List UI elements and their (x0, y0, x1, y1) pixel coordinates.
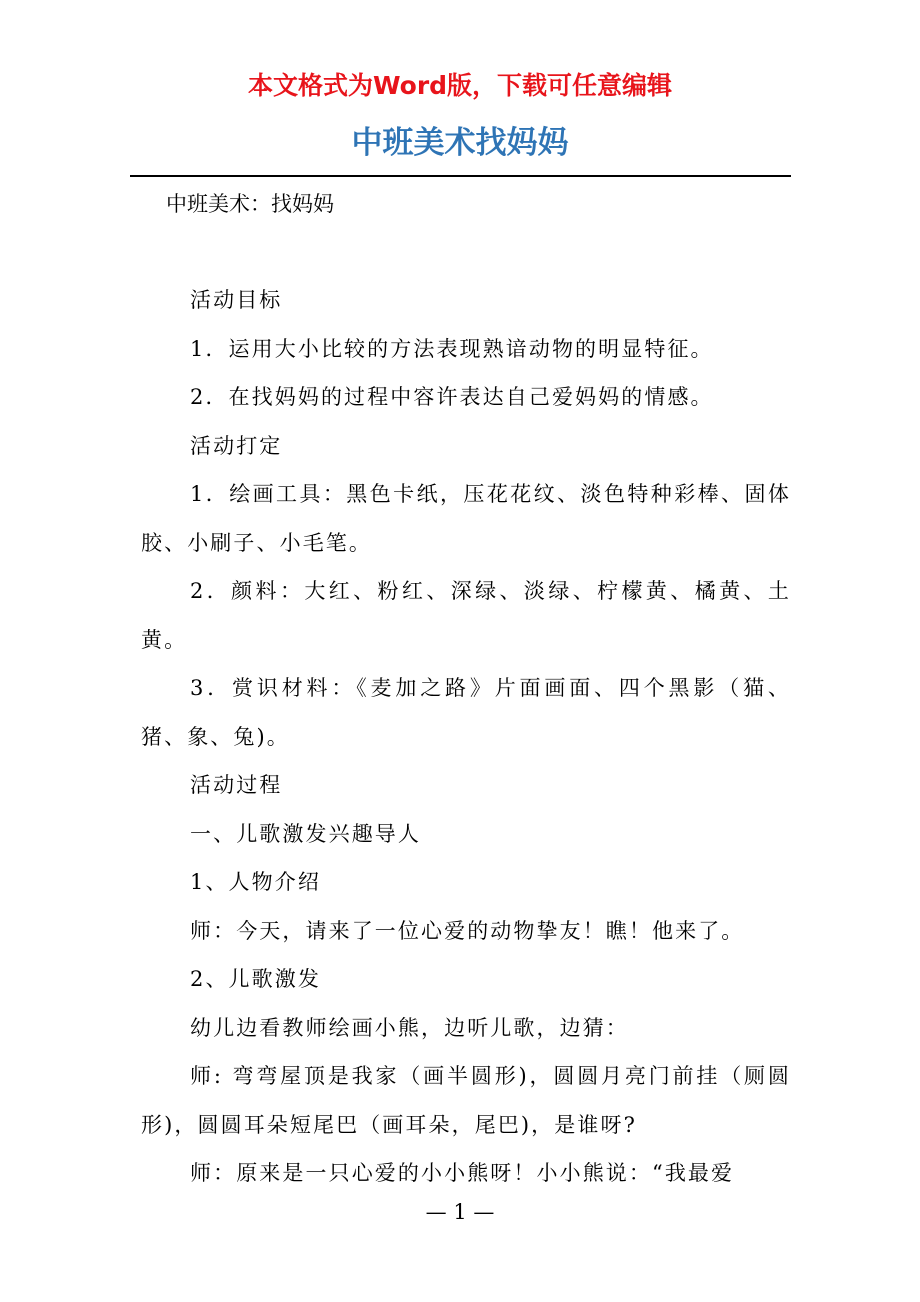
section-heading-process: 活动过程 (190, 773, 283, 797)
title-divider (130, 175, 791, 177)
section-heading-objectives: 活动目标 (190, 288, 283, 312)
paragraph: 1、人物介绍 (190, 870, 321, 894)
paragraph: 2．在找妈妈的过程中容许表达自己爱妈妈的情感。 (190, 385, 714, 409)
document-title: 中班美术找妈妈 (351, 125, 569, 161)
paragraph: 一、儿歌激发兴趣导人 (190, 821, 421, 846)
paragraph: 3．赏识材料：《麦加之路》片面画面、四个黑影（猫、猪、象、兔)。 (141, 676, 791, 749)
paragraph: 师: 弯弯屋顶是我家（画半圆形)，圆圆月亮门前挂（厕圆形)，圆圆耳朵短尾巴（画耳朵，尾巴)，是谁呀? (141, 1064, 791, 1137)
section-heading-preparation: 活动打定 (190, 433, 283, 458)
paragraph: 2、儿歌激发 (190, 967, 321, 991)
paragraph: 幼儿边看教师绘画小熊，边听儿歌，边猜： (190, 1015, 629, 1040)
document-subheading: 中班美术：找妈妈 (166, 192, 334, 216)
paragraph: 1．绘画工具：黑色卡纸，压花花纹、淡色特种彩棒、固体胶、小刷子、小毛笔。 (141, 482, 791, 555)
paragraph: 师：原来是一只心爱的小小熊呀！小小熊说：“我最爱 (190, 1161, 735, 1185)
download-banner: 本文格式为Word版，下载可任意编辑 (247, 71, 673, 100)
page-number: — 1 — (425, 1200, 495, 1224)
paragraph: 1．运用大小比较的方法表现熟谙动物的明显特征。 (190, 336, 714, 361)
paragraph: 2．颜料：大红、粉红、深绿、淡绿、柠檬黄、橘黄、土黄。 (141, 579, 791, 652)
paragraph: 师：今天，请来了一位心爱的动物挚友！瞧！他来了。 (190, 918, 745, 943)
document-body (141, 276, 791, 1198)
